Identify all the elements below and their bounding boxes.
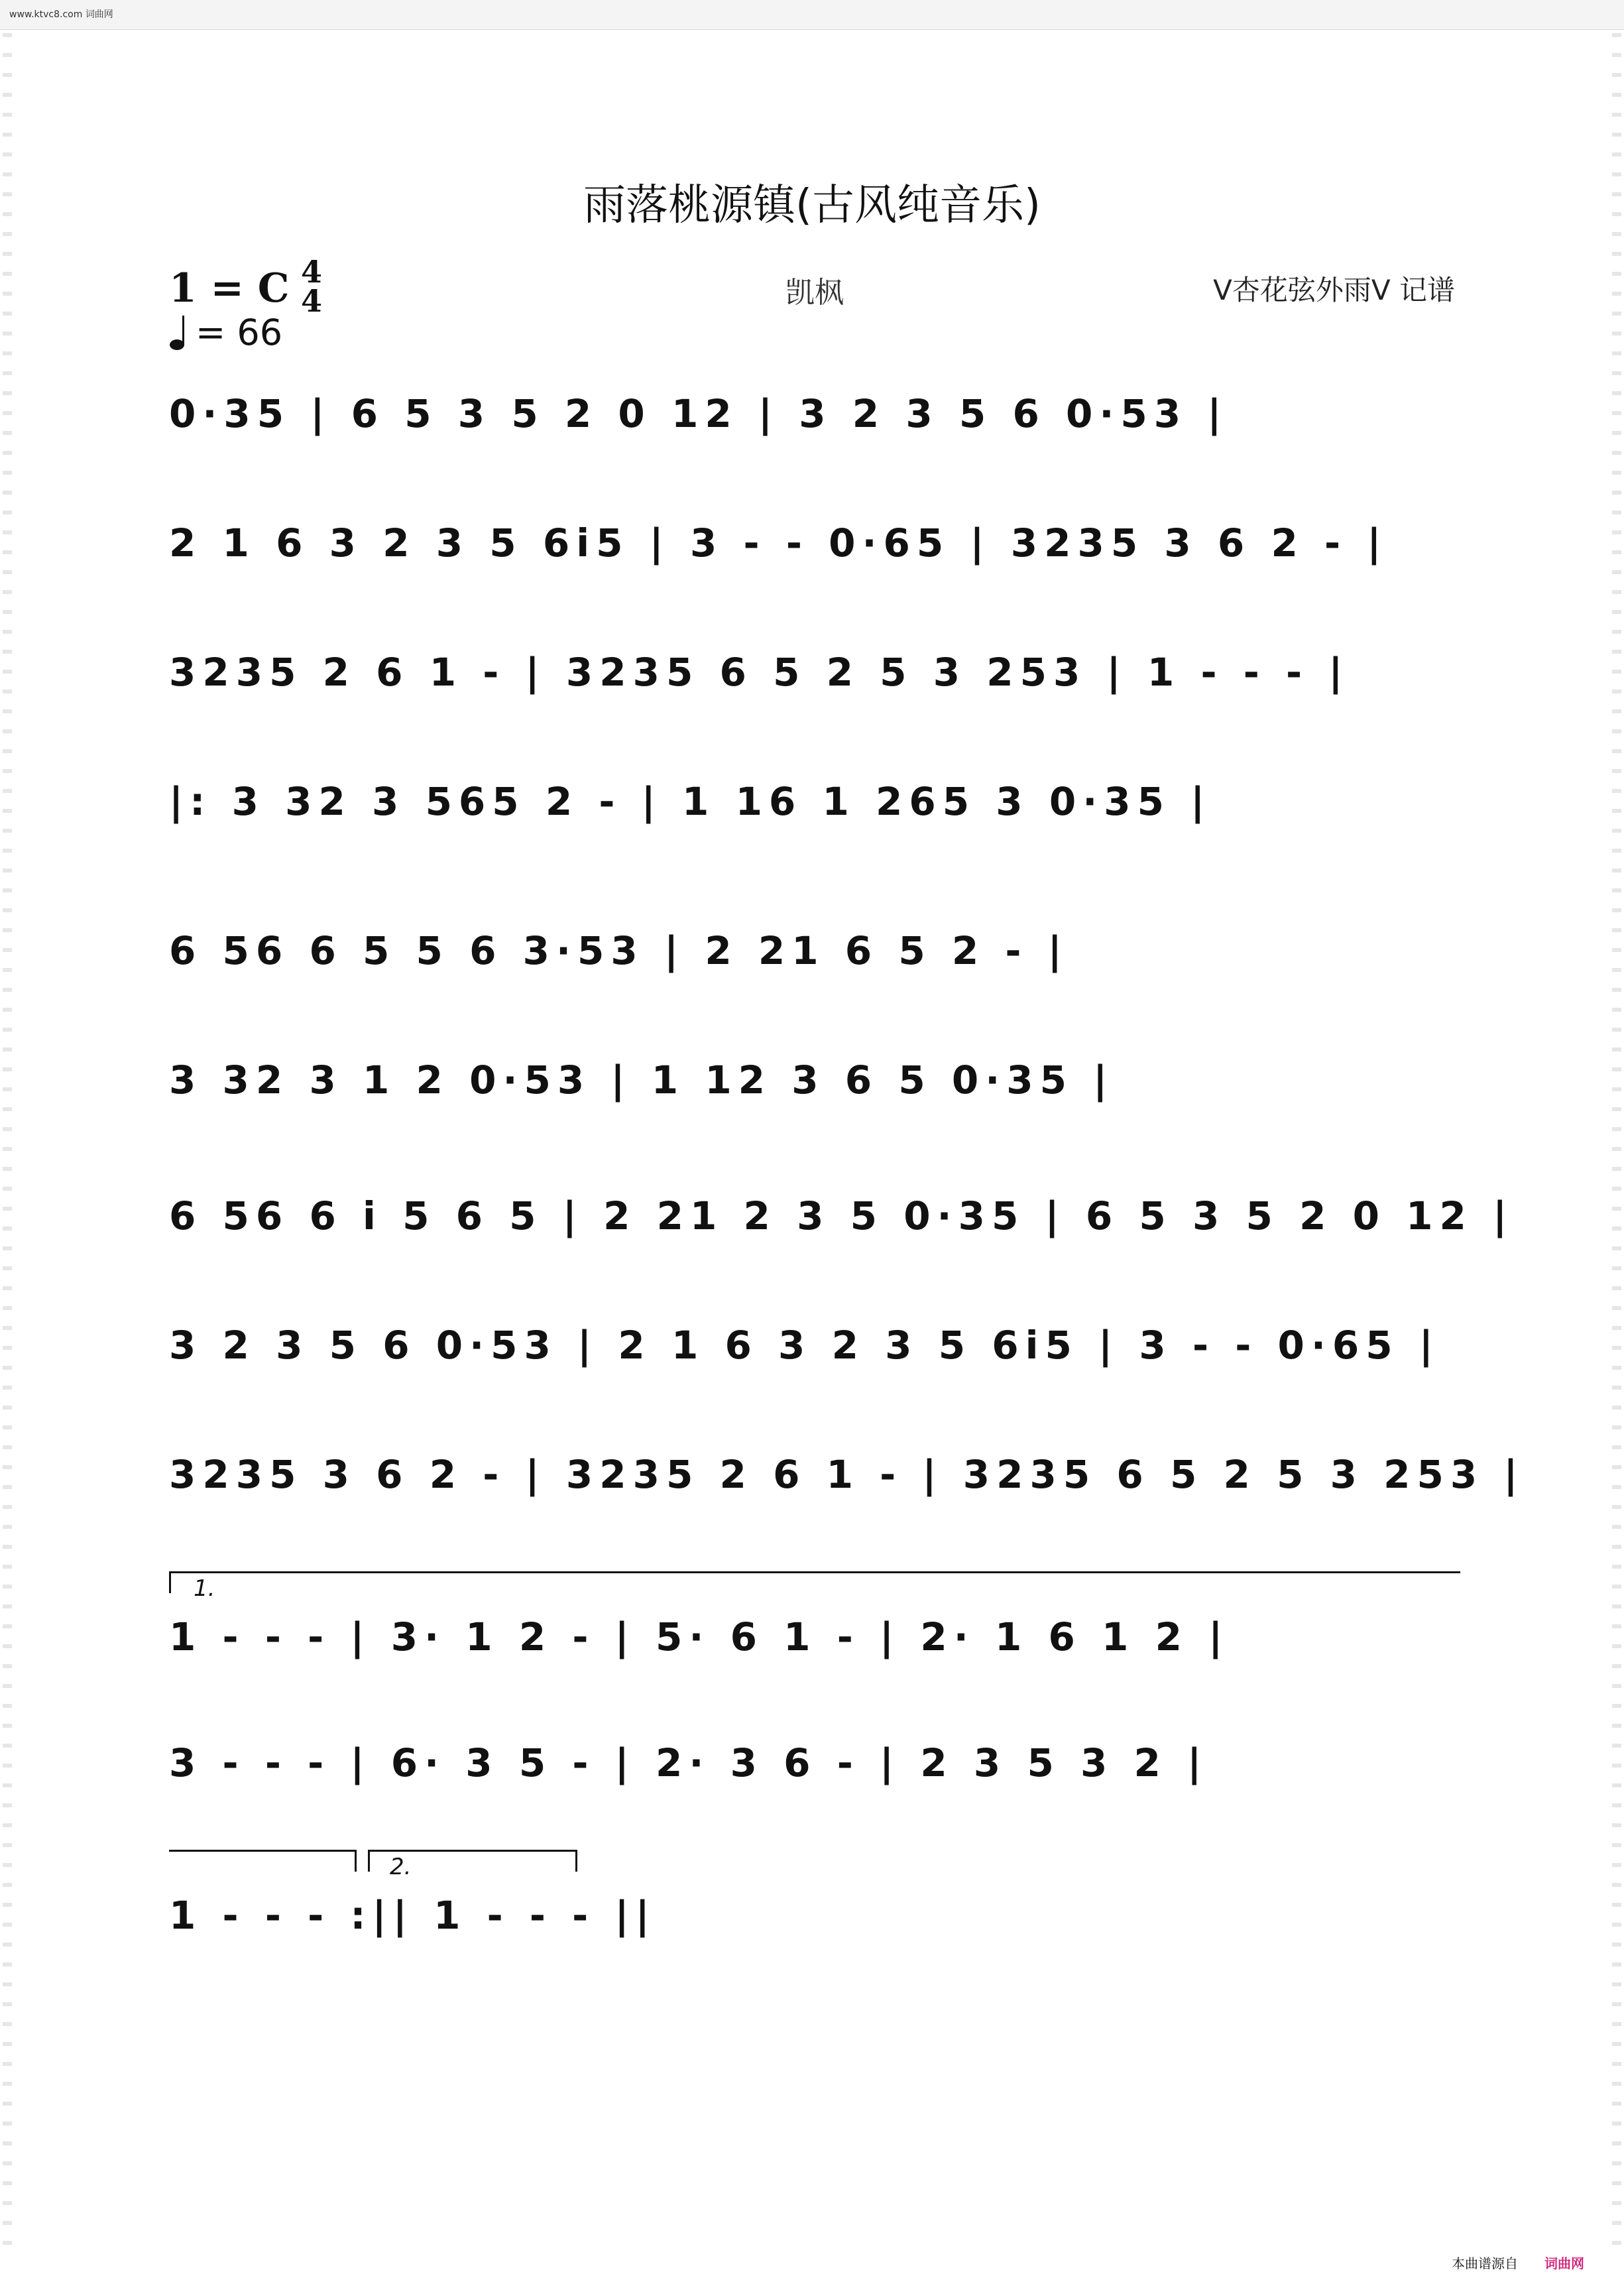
notation-row: 1 - - - | 3· 1 2 - | 5· 6 1 - | 2· 1 6 1 2 | xyxy=(169,1614,1230,1659)
page-footer xyxy=(1452,2253,1584,2272)
notation-row: 6 56 6 i 5 6 5 | 2 21 2 3 5 0·35 | 6 5 3 5 2 0 12 | xyxy=(169,1193,1514,1238)
notation-row: 6 56 6 5 5 6 3·53 | 2 21 6 5 2 - | xyxy=(169,928,1069,973)
site-url[interactable]: www.ktvc8.com xyxy=(9,9,83,20)
song-title: 雨落桃源镇(古风纯音乐) xyxy=(583,181,1041,230)
arranger: V杏花弦外雨V 记谱 xyxy=(1213,274,1455,306)
notation-row: 3 2 3 5 6 0·53 | 2 1 6 3 2 3 5 6i5 | 3 - - 0·65 | xyxy=(169,1323,1440,1368)
volta-line-end-1 xyxy=(169,1850,357,1872)
time-signature-top: 4 xyxy=(300,254,322,290)
tempo-value: = 66 xyxy=(196,312,283,353)
notation-row: 3 32 3 1 2 0·53 | 1 12 3 6 5 0·35 | xyxy=(169,1057,1114,1103)
notation-row: 3235 3 6 2 - | 3235 2 6 1 - | 3235 6 5 2 5 3 253 | xyxy=(169,1452,1525,1497)
notation-row: 0·35 | 6 5 3 5 2 0 12 | 3 2 3 5 6 0·53 | xyxy=(169,391,1228,436)
volta-label-1: 1. xyxy=(194,1575,215,1602)
right-watermark-strip xyxy=(1612,33,1621,2257)
composer: 凯枫 xyxy=(785,276,844,310)
footer-brand[interactable]: 词曲网 xyxy=(1544,2255,1584,2271)
time-signature xyxy=(295,254,328,319)
volta-label-2: 2. xyxy=(390,1854,412,1880)
tempo-mark xyxy=(169,312,282,353)
notation-row: 2 1 6 3 2 3 5 6i5 | 3 - - 0·65 | 3235 3 6 2 - | xyxy=(169,520,1388,566)
footer-source: 本曲谱源自 xyxy=(1452,2255,1518,2271)
left-watermark-strip xyxy=(3,33,12,2257)
notation-row: 3 - - - | 6· 3 5 - | 2· 3 6 - | 2 3 5 3 2 | xyxy=(169,1740,1208,1785)
time-signature-bottom: 4 xyxy=(300,283,322,319)
notation-row: 3235 2 6 1 - | 3235 6 5 2 5 3 253 | 1 - - - | xyxy=(169,650,1350,695)
volta-bracket-1 xyxy=(169,1571,1460,1593)
notation-row: |: 3 32 3 565 2 - | 1 16 1 265 3 0·35 | xyxy=(169,779,1212,824)
site-header xyxy=(0,0,1624,30)
site-name[interactable]: 词曲网 xyxy=(85,9,113,20)
quarter-note-icon xyxy=(169,314,189,351)
notation-row: 1 - - - :|| 1 - - - || xyxy=(169,1893,656,1938)
key-signature: 1 = C xyxy=(169,265,290,312)
